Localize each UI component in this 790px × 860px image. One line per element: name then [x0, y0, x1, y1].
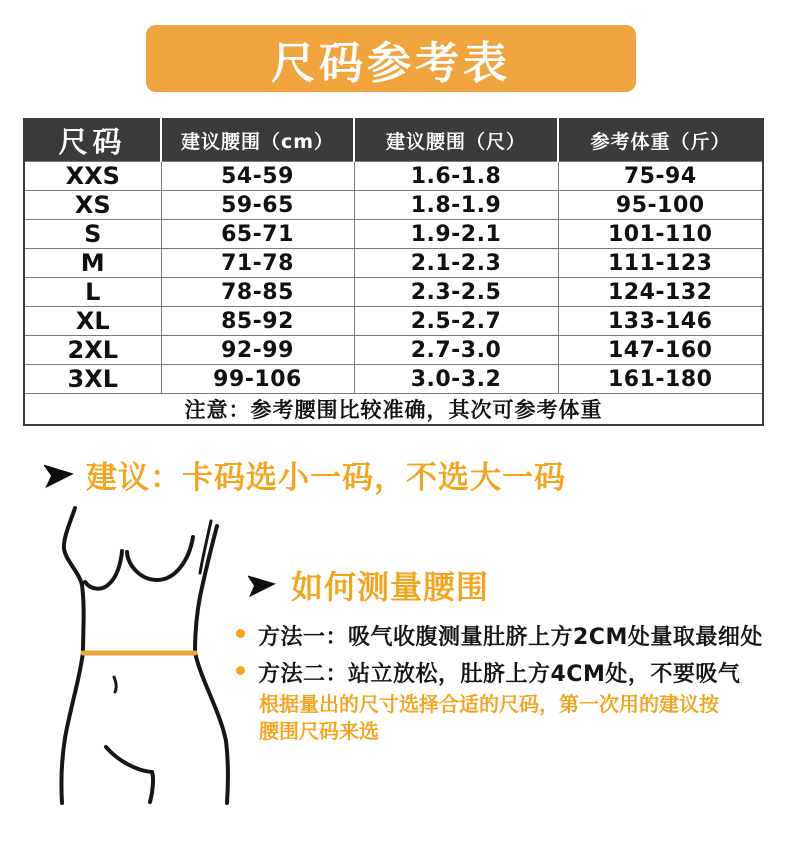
header-waist-chi: 建议腰围（尺）: [354, 119, 558, 162]
cell-weight: 161-180: [558, 365, 763, 394]
cell-waist-chi: 1.9-2.1: [354, 220, 558, 249]
method-one-text: 方法一：吸气收腹测量肚脐上方2CM处量取最细处: [258, 625, 763, 650]
cell-waist-cm: 92-99: [161, 336, 354, 365]
header-waist-cm: 建议腰围（cm）: [161, 119, 354, 162]
table-row: [24, 307, 763, 336]
cell-waist-cm: 99-106: [161, 365, 354, 394]
cell-waist-cm: 59-65: [161, 191, 354, 220]
left-breast-line: [85, 551, 122, 589]
table-row: [24, 249, 763, 278]
cell-weight: 75-94: [558, 162, 763, 191]
cell-weight: 101-110: [558, 220, 763, 249]
table-row: [24, 162, 763, 191]
cell-waist-cm: 78-85: [161, 278, 354, 307]
header-weight: 参考体重（斤）: [558, 119, 763, 162]
cell-size: 3XL: [24, 365, 161, 394]
cell-waist-chi: 2.5-2.7: [354, 307, 558, 336]
size-reference-table: [23, 118, 764, 426]
table-note: 注意：参考腰围比较准确，其次可参考体重: [24, 394, 763, 426]
cell-size: S: [24, 220, 161, 249]
measure-section-title: 如何测量腰围: [291, 568, 490, 606]
cell-waist-chi: 1.6-1.8: [354, 162, 558, 191]
cell-size: M: [24, 249, 161, 278]
table-row: [24, 336, 763, 365]
right-arrow-icon: [44, 461, 74, 489]
cell-weight: 133-146: [558, 307, 763, 336]
cell-waist-chi: 1.8-1.9: [354, 191, 558, 220]
table-row: [24, 365, 763, 394]
cell-size: XS: [24, 191, 161, 220]
table-note-row: [24, 394, 763, 426]
cell-waist-cm: 85-92: [161, 307, 354, 336]
groin-crease-line: [106, 747, 153, 802]
table-row: [24, 278, 763, 307]
cell-weight: 124-132: [558, 278, 763, 307]
cell-size: L: [24, 278, 161, 307]
page-title: 尺码参考表: [271, 37, 511, 89]
method-two-row: [236, 657, 740, 688]
right-hip-leg-line: [195, 652, 228, 803]
measure-note-text: 根据量出的尺寸选择合适的尺码，第一次用的建议按腰围尺码来选: [259, 692, 719, 743]
table-header-row: [24, 119, 763, 162]
size-table-container: [23, 118, 762, 426]
cell-waist-chi: 3.0-3.2: [354, 365, 558, 394]
torso-left-side-line: [64, 508, 84, 652]
method-one-row: [236, 620, 763, 651]
navel-mark: [114, 677, 116, 692]
right-arrow-icon: [248, 572, 276, 598]
cell-waist-chi: 2.3-2.5: [354, 278, 558, 307]
cell-size: XL: [24, 307, 161, 336]
cell-waist-chi: 2.7-3.0: [354, 336, 558, 365]
right-breast-line: [127, 537, 193, 580]
cell-weight: 95-100: [558, 191, 763, 220]
advice-text: 建议：卡码选小一码，不选大一码: [86, 460, 566, 496]
cell-waist-cm: 71-78: [161, 249, 354, 278]
cell-size: XXS: [24, 162, 161, 191]
table-row: [24, 191, 763, 220]
cell-weight: 111-123: [558, 249, 763, 278]
cell-waist-cm: 65-71: [161, 220, 354, 249]
method-two-text: 方法二：站立放松，肚脐上方4CM处，不要吸气: [258, 662, 741, 687]
cell-waist-cm: 54-59: [161, 162, 354, 191]
cell-waist-chi: 2.1-2.3: [354, 249, 558, 278]
table-row: [24, 220, 763, 249]
header-size: 尺码: [24, 119, 161, 162]
bullet-dot-icon: [236, 666, 245, 675]
title-banner: [146, 25, 636, 92]
cell-weight: 147-160: [558, 336, 763, 365]
cell-size: 2XL: [24, 336, 161, 365]
female-torso-outline-drawing: [40, 495, 250, 815]
left-hip-leg-line: [61, 652, 83, 803]
advice-row: [44, 452, 566, 497]
bullet-dot-icon: [236, 629, 245, 638]
measure-title-row: [248, 562, 489, 608]
